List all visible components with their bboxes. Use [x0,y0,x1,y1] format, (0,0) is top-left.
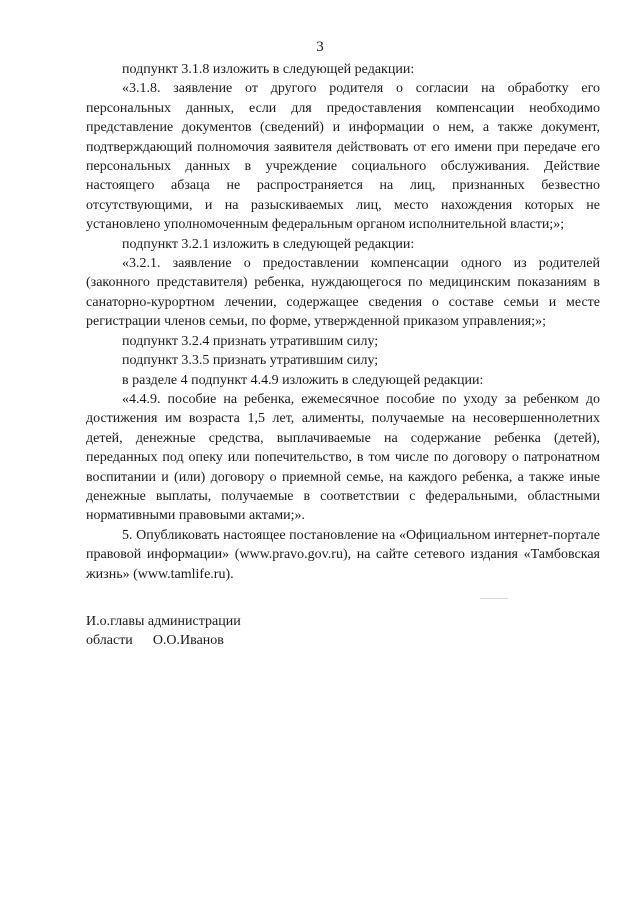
document-body [86,60,600,584]
paragraph-amend-3-1-8: подпункт 3.1.8 изложить в следующей редакции: [122,62,415,77]
paragraph-repeal-3-3-5: подпункт 3.3.5 признать утратившим силу; [122,353,379,369]
paragraph-repeal-3-2-4: подпункт 3.2.4 признать утратившим силу; [122,333,379,349]
signature-name: О.О.Иванов [152,633,224,649]
paragraph-amend-3-2-1: подпункт 3.2.1 изложить в следующей редакции: [122,236,415,252]
paragraph-publish: 5. Опубликовать настоящее постановление на «Официальном интернет-портале правовой информации» (www.pravo.gov.ru), на сайте сетевого издания «Тамбовская жизнь» (www.tamlife.ru). [86,527,600,582]
paragraph-text-3-2-1: «3.2.1. заявление о предоставлении компенсации одного из родителей (законного представителя) ребенка, нуждающегося по медицинским показаниям в санаторно-курортном лечении, содержащее сведения о составе семьи и месте регистрации членов семьи, по форме, утвержденной приказом управления;»; [86,256,600,330]
signature-title-line1: И.о.главы администрации [86,614,241,629]
signature-block [86,612,386,651]
scan-artifact [480,598,508,599]
signature-line2 [86,631,386,650]
paragraph-amend-4-4-9: в разделе 4 подпункт 4.4.9 изложить в следующей редакции: [122,372,484,388]
paragraph-text-4-4-9: «4.4.9. пособие на ребенка, ежемесячное пособие по уходу за ребенком до достижения им возраста 1,5 лет, алименты, получаемые на несовершеннолетних детей, денежные средства, выплачиваемые на содержание ребенка (детей), переданных под опеку или попечительство, в том числе по договору о патронатном воспитании и (или) договору о приемной семье, на каждого ребенка, а также иные денежные выплаты, получаемые в соответствии с федеральными, областными нормативными правовыми актами;». [86,391,600,524]
page-number: 3 [316,39,324,55]
signature-title-line2: области [86,633,133,649]
paragraph-text-3-1-8: «3.1.8. заявление от другого родителя о согласии на обработку его персональных данных, если для предоставления компенсации необходимо представление документов (сведений) и информации о нем, а также документ, подтверждающий полномочия заявителя действовать от его имени при передаче его персональных данных в учреждение социального обслуживания. Действие настоящего абзаца не распространяется на лиц, признанных безвестно отсутствующими, и на разыскиваемых лиц, место нахождения которых не установлено уполномоченным федеральным органом исполнительной власти;»; [86,81,600,233]
